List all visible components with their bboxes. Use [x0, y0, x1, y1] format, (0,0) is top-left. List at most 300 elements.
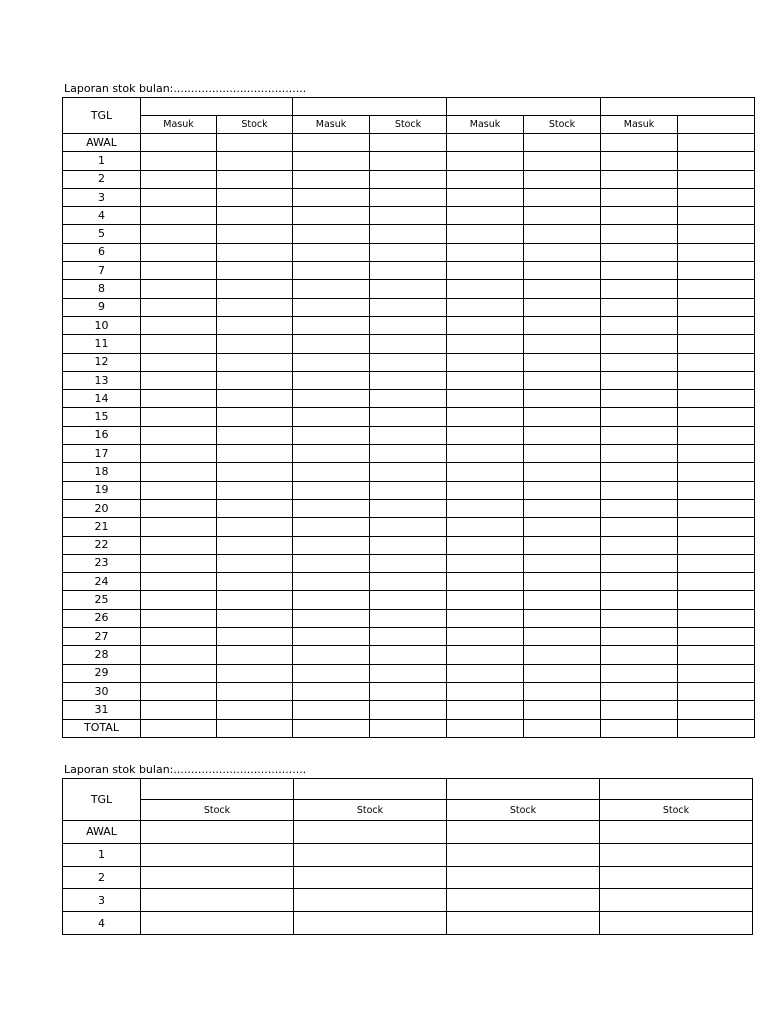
subcolumn-header: Masuk	[293, 116, 370, 134]
data-cell[interactable]	[447, 225, 524, 243]
data-cell[interactable]	[217, 628, 293, 646]
data-cell[interactable]	[524, 353, 601, 371]
data-cell[interactable]	[293, 353, 370, 371]
data-cell[interactable]	[293, 390, 370, 408]
data-cell[interactable]	[447, 609, 524, 627]
data-cell[interactable]	[447, 207, 524, 225]
data-cell[interactable]	[601, 481, 678, 499]
data-cell[interactable]	[293, 701, 370, 719]
table-row	[63, 554, 755, 572]
data-cell[interactable]	[217, 298, 293, 316]
data-cell[interactable]	[524, 646, 601, 664]
data-cell[interactable]	[141, 463, 217, 481]
data-cell[interactable]	[293, 316, 370, 334]
data-cell[interactable]	[293, 445, 370, 463]
data-cell[interactable]	[524, 554, 601, 572]
data-cell[interactable]	[293, 591, 370, 609]
data-cell[interactable]	[217, 445, 293, 463]
data-cell[interactable]	[293, 170, 370, 188]
data-cell[interactable]	[141, 408, 217, 426]
data-cell[interactable]	[447, 719, 524, 737]
data-cell[interactable]	[601, 408, 678, 426]
data-cell[interactable]	[601, 207, 678, 225]
data-cell[interactable]	[600, 912, 753, 935]
subcolumn-header: Stock	[294, 800, 447, 821]
data-cell[interactable]	[524, 243, 601, 261]
product-group-cell[interactable]	[293, 98, 447, 116]
data-cell[interactable]	[447, 262, 524, 280]
data-cell[interactable]	[678, 335, 755, 353]
data-cell[interactable]	[217, 463, 293, 481]
data-cell[interactable]	[370, 262, 447, 280]
data-cell[interactable]	[370, 499, 447, 517]
data-cell[interactable]	[370, 609, 447, 627]
data-cell[interactable]	[141, 335, 217, 353]
data-cell[interactable]	[601, 134, 678, 152]
data-cell[interactable]	[370, 463, 447, 481]
data-cell[interactable]	[678, 243, 755, 261]
data-cell[interactable]	[217, 536, 293, 554]
data-cell[interactable]	[370, 371, 447, 389]
data-cell[interactable]	[293, 499, 370, 517]
data-cell[interactable]	[141, 243, 217, 261]
product-group-cell[interactable]	[447, 98, 601, 116]
data-cell[interactable]	[217, 243, 293, 261]
data-cell[interactable]	[293, 554, 370, 572]
data-cell[interactable]	[524, 664, 601, 682]
data-cell[interactable]	[141, 518, 217, 536]
data-cell[interactable]	[370, 591, 447, 609]
data-cell[interactable]	[447, 335, 524, 353]
data-cell[interactable]	[447, 866, 600, 889]
product-group-cell[interactable]	[141, 98, 293, 116]
data-cell[interactable]	[370, 445, 447, 463]
data-cell[interactable]	[601, 335, 678, 353]
data-cell[interactable]	[217, 646, 293, 664]
data-cell[interactable]	[447, 243, 524, 261]
data-cell[interactable]	[217, 207, 293, 225]
data-cell[interactable]	[600, 866, 753, 889]
data-cell[interactable]	[141, 573, 217, 591]
data-cell[interactable]	[524, 371, 601, 389]
data-cell[interactable]	[447, 573, 524, 591]
data-cell[interactable]	[293, 646, 370, 664]
data-cell[interactable]	[217, 371, 293, 389]
data-cell[interactable]	[293, 682, 370, 700]
data-cell[interactable]	[447, 390, 524, 408]
data-cell[interactable]	[370, 518, 447, 536]
data-cell[interactable]	[370, 628, 447, 646]
data-cell[interactable]	[678, 207, 755, 225]
data-cell[interactable]	[370, 664, 447, 682]
data-cell[interactable]	[524, 719, 601, 737]
data-cell[interactable]	[370, 719, 447, 737]
product-group-cell[interactable]	[601, 98, 755, 116]
data-cell[interactable]	[601, 499, 678, 517]
data-cell[interactable]	[601, 591, 678, 609]
data-cell[interactable]	[601, 719, 678, 737]
data-cell[interactable]	[370, 573, 447, 591]
data-cell[interactable]	[141, 262, 217, 280]
data-cell[interactable]	[524, 390, 601, 408]
data-cell[interactable]	[217, 554, 293, 572]
data-cell[interactable]	[141, 353, 217, 371]
data-cell[interactable]	[294, 821, 447, 844]
data-cell[interactable]	[447, 591, 524, 609]
data-cell[interactable]	[601, 463, 678, 481]
row-label: 21	[63, 518, 141, 536]
data-cell[interactable]	[370, 353, 447, 371]
data-cell[interactable]	[601, 536, 678, 554]
data-cell[interactable]	[217, 518, 293, 536]
data-cell[interactable]	[600, 843, 753, 866]
data-cell[interactable]	[141, 843, 294, 866]
data-cell[interactable]	[678, 628, 755, 646]
data-cell[interactable]	[447, 426, 524, 444]
data-cell[interactable]	[524, 188, 601, 206]
data-cell[interactable]	[524, 426, 601, 444]
data-cell[interactable]	[217, 152, 293, 170]
data-cell[interactable]	[447, 298, 524, 316]
data-cell[interactable]	[141, 152, 217, 170]
data-cell[interactable]	[293, 243, 370, 261]
data-cell[interactable]	[217, 701, 293, 719]
data-cell[interactable]	[678, 499, 755, 517]
data-cell[interactable]	[678, 646, 755, 664]
data-cell[interactable]	[141, 225, 217, 243]
data-cell[interactable]	[293, 609, 370, 627]
data-cell[interactable]	[678, 701, 755, 719]
data-cell[interactable]	[678, 170, 755, 188]
data-cell[interactable]	[217, 188, 293, 206]
table-row	[63, 316, 755, 334]
data-cell[interactable]	[601, 554, 678, 572]
data-cell[interactable]	[293, 152, 370, 170]
data-cell[interactable]	[678, 390, 755, 408]
data-cell[interactable]	[447, 280, 524, 298]
data-cell[interactable]	[217, 664, 293, 682]
data-cell[interactable]	[141, 701, 217, 719]
data-cell[interactable]	[141, 866, 294, 889]
data-cell[interactable]	[447, 134, 524, 152]
data-cell[interactable]	[217, 426, 293, 444]
data-cell[interactable]	[678, 481, 755, 499]
data-cell[interactable]	[141, 591, 217, 609]
data-cell[interactable]	[217, 170, 293, 188]
data-cell[interactable]	[524, 298, 601, 316]
data-cell[interactable]	[524, 463, 601, 481]
data-cell[interactable]	[141, 536, 217, 554]
data-cell[interactable]	[601, 518, 678, 536]
data-cell[interactable]	[447, 646, 524, 664]
data-cell[interactable]	[447, 316, 524, 334]
data-cell[interactable]	[293, 134, 370, 152]
data-cell[interactable]	[141, 719, 217, 737]
data-cell[interactable]	[294, 889, 447, 912]
data-cell[interactable]	[293, 408, 370, 426]
data-cell[interactable]	[601, 353, 678, 371]
data-cell[interactable]	[294, 912, 447, 935]
data-cell[interactable]	[678, 554, 755, 572]
data-cell[interactable]	[678, 719, 755, 737]
data-cell[interactable]	[217, 262, 293, 280]
data-cell[interactable]	[447, 821, 600, 844]
data-cell[interactable]	[524, 445, 601, 463]
data-cell[interactable]	[293, 664, 370, 682]
data-cell[interactable]	[601, 371, 678, 389]
data-cell[interactable]	[370, 207, 447, 225]
data-cell[interactable]	[601, 262, 678, 280]
data-cell[interactable]	[678, 353, 755, 371]
data-cell[interactable]	[217, 335, 293, 353]
data-cell[interactable]	[217, 390, 293, 408]
data-cell[interactable]	[678, 682, 755, 700]
data-cell[interactable]	[447, 353, 524, 371]
data-cell[interactable]	[524, 481, 601, 499]
data-cell[interactable]	[293, 426, 370, 444]
data-cell[interactable]	[293, 207, 370, 225]
data-cell[interactable]	[293, 573, 370, 591]
data-cell[interactable]	[217, 353, 293, 371]
data-cell[interactable]	[447, 912, 600, 935]
data-cell[interactable]	[447, 463, 524, 481]
header-row-groups	[63, 98, 755, 116]
data-cell[interactable]	[293, 225, 370, 243]
data-cell[interactable]	[524, 152, 601, 170]
data-cell[interactable]	[678, 152, 755, 170]
data-cell[interactable]	[141, 646, 217, 664]
data-cell[interactable]	[447, 554, 524, 572]
data-cell[interactable]	[141, 371, 217, 389]
data-cell[interactable]	[524, 701, 601, 719]
data-cell[interactable]	[524, 591, 601, 609]
data-cell[interactable]	[293, 280, 370, 298]
data-cell[interactable]	[141, 912, 294, 935]
data-cell[interactable]	[524, 335, 601, 353]
data-cell[interactable]	[524, 573, 601, 591]
data-cell[interactable]	[293, 298, 370, 316]
data-cell[interactable]	[447, 843, 600, 866]
data-cell[interactable]	[141, 889, 294, 912]
data-cell[interactable]	[217, 591, 293, 609]
data-cell[interactable]	[293, 518, 370, 536]
data-cell[interactable]	[447, 188, 524, 206]
data-cell[interactable]	[217, 316, 293, 334]
data-cell[interactable]	[601, 170, 678, 188]
data-cell[interactable]	[370, 682, 447, 700]
data-cell[interactable]	[370, 390, 447, 408]
data-cell[interactable]	[524, 518, 601, 536]
data-cell[interactable]	[678, 426, 755, 444]
data-cell[interactable]	[141, 445, 217, 463]
data-cell[interactable]	[141, 280, 217, 298]
data-cell[interactable]	[678, 298, 755, 316]
data-cell[interactable]	[601, 225, 678, 243]
data-cell[interactable]	[447, 701, 524, 719]
data-cell[interactable]	[601, 682, 678, 700]
data-cell[interactable]	[141, 390, 217, 408]
data-cell[interactable]	[601, 426, 678, 444]
data-cell[interactable]	[217, 719, 293, 737]
data-cell[interactable]	[293, 371, 370, 389]
data-cell[interactable]	[601, 628, 678, 646]
data-cell[interactable]	[293, 481, 370, 499]
data-cell[interactable]	[601, 243, 678, 261]
data-cell[interactable]	[370, 152, 447, 170]
data-cell[interactable]	[524, 316, 601, 334]
data-cell[interactable]	[447, 371, 524, 389]
data-cell[interactable]	[370, 646, 447, 664]
data-cell[interactable]	[370, 134, 447, 152]
data-cell[interactable]	[141, 134, 217, 152]
data-cell[interactable]	[447, 536, 524, 554]
data-cell[interactable]	[678, 188, 755, 206]
data-cell[interactable]	[447, 499, 524, 517]
data-cell[interactable]	[678, 225, 755, 243]
data-cell[interactable]	[601, 609, 678, 627]
data-cell[interactable]	[601, 573, 678, 591]
data-cell[interactable]	[524, 628, 601, 646]
data-cell[interactable]	[141, 426, 217, 444]
product-group-cell[interactable]	[141, 779, 294, 800]
data-cell[interactable]	[141, 188, 217, 206]
data-cell[interactable]	[370, 536, 447, 554]
data-cell[interactable]	[447, 628, 524, 646]
data-cell[interactable]	[217, 609, 293, 627]
data-cell[interactable]	[217, 280, 293, 298]
data-cell[interactable]	[141, 316, 217, 334]
data-cell[interactable]	[293, 335, 370, 353]
data-cell[interactable]	[217, 573, 293, 591]
data-cell[interactable]	[293, 262, 370, 280]
data-cell[interactable]	[601, 664, 678, 682]
data-cell[interactable]	[524, 207, 601, 225]
data-cell[interactable]	[370, 188, 447, 206]
data-cell[interactable]	[678, 573, 755, 591]
data-cell[interactable]	[678, 371, 755, 389]
data-cell[interactable]	[141, 628, 217, 646]
data-cell[interactable]	[447, 682, 524, 700]
data-cell[interactable]	[293, 536, 370, 554]
data-cell[interactable]	[370, 316, 447, 334]
data-cell[interactable]	[217, 481, 293, 499]
data-cell[interactable]	[600, 821, 753, 844]
data-cell[interactable]	[447, 518, 524, 536]
data-cell[interactable]	[678, 262, 755, 280]
data-cell[interactable]	[447, 170, 524, 188]
data-cell[interactable]	[678, 664, 755, 682]
data-cell[interactable]	[293, 719, 370, 737]
data-cell[interactable]	[293, 188, 370, 206]
data-cell[interactable]	[601, 316, 678, 334]
data-cell[interactable]	[370, 225, 447, 243]
data-cell[interactable]	[524, 225, 601, 243]
data-cell[interactable]	[217, 225, 293, 243]
data-cell[interactable]	[141, 682, 217, 700]
product-group-cell[interactable]	[447, 779, 600, 800]
data-cell[interactable]	[370, 298, 447, 316]
data-cell[interactable]	[370, 408, 447, 426]
data-cell[interactable]	[447, 664, 524, 682]
data-cell[interactable]	[370, 426, 447, 444]
data-cell[interactable]	[678, 408, 755, 426]
data-cell[interactable]	[141, 481, 217, 499]
data-cell[interactable]	[524, 134, 601, 152]
data-cell[interactable]	[293, 628, 370, 646]
data-cell[interactable]	[370, 170, 447, 188]
data-cell[interactable]	[678, 536, 755, 554]
data-cell[interactable]	[678, 609, 755, 627]
data-cell[interactable]	[141, 170, 217, 188]
data-cell[interactable]	[217, 682, 293, 700]
data-cell[interactable]	[601, 188, 678, 206]
data-cell[interactable]	[678, 134, 755, 152]
data-cell[interactable]	[370, 701, 447, 719]
data-cell[interactable]	[217, 134, 293, 152]
product-group-cell[interactable]	[600, 779, 753, 800]
data-cell[interactable]	[141, 664, 217, 682]
data-cell[interactable]	[141, 821, 294, 844]
data-cell[interactable]	[141, 207, 217, 225]
data-cell[interactable]	[141, 298, 217, 316]
data-cell[interactable]	[217, 499, 293, 517]
data-cell[interactable]	[447, 481, 524, 499]
data-cell[interactable]	[370, 481, 447, 499]
data-cell[interactable]	[601, 390, 678, 408]
data-cell[interactable]	[678, 316, 755, 334]
data-cell[interactable]	[678, 518, 755, 536]
table-row	[63, 646, 755, 664]
data-cell[interactable]	[141, 499, 217, 517]
data-cell[interactable]	[141, 609, 217, 627]
data-cell[interactable]	[447, 889, 600, 912]
data-cell[interactable]	[370, 280, 447, 298]
data-cell[interactable]	[217, 408, 293, 426]
data-cell[interactable]	[524, 262, 601, 280]
data-cell[interactable]	[601, 445, 678, 463]
data-cell[interactable]	[600, 889, 753, 912]
data-cell[interactable]	[141, 554, 217, 572]
data-cell[interactable]	[678, 591, 755, 609]
data-cell[interactable]	[370, 335, 447, 353]
data-cell[interactable]	[370, 554, 447, 572]
data-cell[interactable]	[678, 445, 755, 463]
data-cell[interactable]	[601, 152, 678, 170]
data-cell[interactable]	[447, 408, 524, 426]
data-cell[interactable]	[447, 152, 524, 170]
data-cell[interactable]	[601, 646, 678, 664]
data-cell[interactable]	[601, 701, 678, 719]
data-cell[interactable]	[678, 463, 755, 481]
data-cell[interactable]	[601, 280, 678, 298]
data-cell[interactable]	[524, 536, 601, 554]
data-cell[interactable]	[524, 408, 601, 426]
data-cell[interactable]	[524, 682, 601, 700]
header-row-groups	[63, 779, 753, 800]
data-cell[interactable]	[447, 445, 524, 463]
data-cell[interactable]	[294, 866, 447, 889]
data-cell[interactable]	[524, 170, 601, 188]
data-cell[interactable]	[524, 609, 601, 627]
product-group-cell[interactable]	[294, 779, 447, 800]
data-cell[interactable]	[370, 243, 447, 261]
data-cell[interactable]	[678, 280, 755, 298]
data-cell[interactable]	[294, 843, 447, 866]
data-cell[interactable]	[601, 298, 678, 316]
data-cell[interactable]	[524, 280, 601, 298]
data-cell[interactable]	[293, 463, 370, 481]
data-cell[interactable]	[524, 499, 601, 517]
